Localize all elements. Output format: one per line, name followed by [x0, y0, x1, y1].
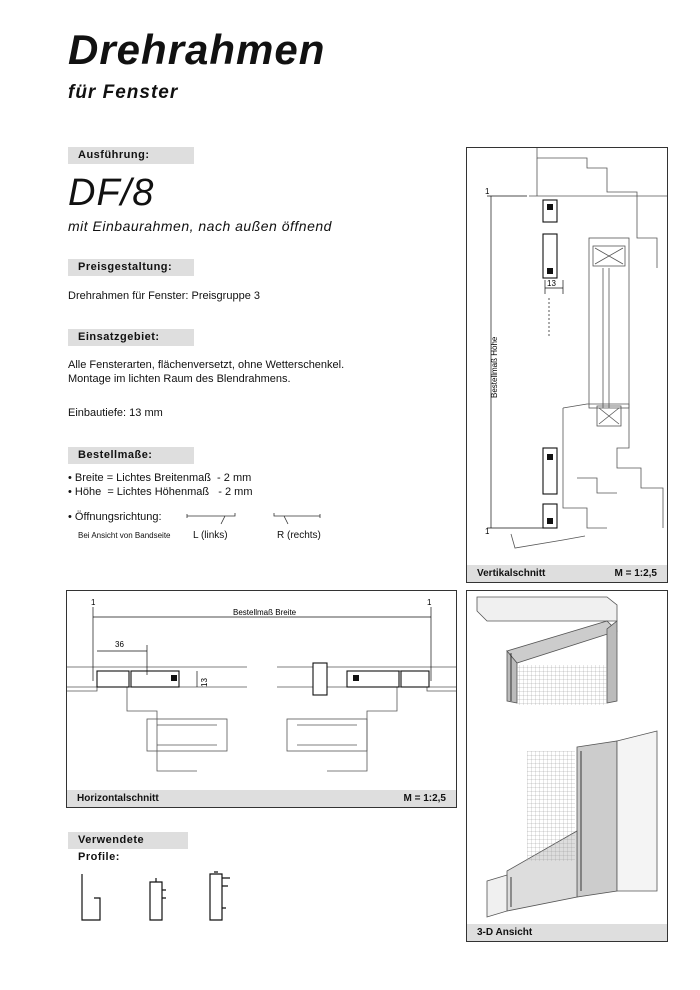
page-subtitle: für Fenster [68, 82, 179, 103]
view-3d-drawing [467, 591, 667, 925]
section-label-preis: Preisgestaltung: [68, 259, 194, 276]
view-3d-panel [466, 590, 668, 942]
section-label-profile: Verwendete Profile: [68, 832, 188, 849]
direction-left-label: L (links) [193, 530, 228, 541]
dim-depth-label: 13 [547, 279, 556, 288]
dim-left-label: 1 [91, 598, 96, 607]
usage-line-1: Alle Fensterarten, flächenversetzt, ohne Wetterschenkel. [68, 359, 345, 371]
opening-direction-label: • Öffnungsrichtung: [68, 511, 162, 523]
profile-drawings [70, 864, 250, 928]
dim-bottom-label: 1 [485, 527, 490, 536]
profile-1-icon [82, 874, 100, 920]
vertical-section-caption [467, 565, 667, 582]
vertical-section-drawing [467, 148, 667, 566]
model-description: mit Einbaurahmen, nach außen öffnend [68, 218, 332, 234]
view-3d-caption [467, 924, 667, 941]
price-text: Drehrahmen für Fenster: Preisgruppe 3 [68, 290, 260, 302]
opening-right-icon [272, 512, 332, 528]
vertical-section-panel [466, 147, 668, 583]
profile-3-icon [210, 872, 230, 920]
usage-line-2: Montage im lichten Raum des Blendrahmens. [68, 373, 291, 385]
direction-right-label: R (rechts) [277, 530, 321, 541]
model-name: DF/8 [68, 172, 155, 214]
dim-width-label: Bestellmaß Breite [233, 608, 297, 617]
view-3d-caption-text: 3-D Ansicht [477, 927, 533, 938]
horizontal-caption-text: Horizontalschnitt [77, 793, 159, 804]
section-label-einsatz: Einsatzgebiet: [68, 329, 194, 346]
opening-left-icon [185, 512, 245, 528]
horizontal-section-drawing [67, 591, 456, 791]
vertical-caption-text: Vertikalschnitt [477, 568, 546, 579]
horizontal-section-caption [67, 790, 456, 807]
dim-13-label: 13 [200, 678, 209, 687]
bandseite-note: Bei Ansicht von Bandseite [78, 531, 171, 540]
dim-right-label: 1 [427, 598, 432, 607]
order-height: • Höhe = Lichtes Höhenmaß - 2 mm [68, 486, 253, 498]
vertical-scale: M = 1:2,5 [614, 568, 657, 579]
horizontal-section-panel [66, 590, 457, 808]
section-label-bestell: Bestellmaße: [68, 447, 194, 464]
dim-height-label: Bestellmaß Höhe [490, 336, 499, 398]
dim-36-label: 36 [115, 640, 124, 649]
order-width: • Breite = Lichtes Breitenmaß - 2 mm [68, 472, 252, 484]
installation-depth: Einbautiefe: 13 mm [68, 407, 163, 419]
horizontal-scale: M = 1:2,5 [403, 793, 446, 804]
page-title: Drehrahmen [68, 26, 326, 73]
dim-top-label: 1 [485, 187, 490, 196]
profile-2-icon [150, 878, 166, 920]
section-label-ausfuehrung: Ausführung: [68, 147, 194, 164]
